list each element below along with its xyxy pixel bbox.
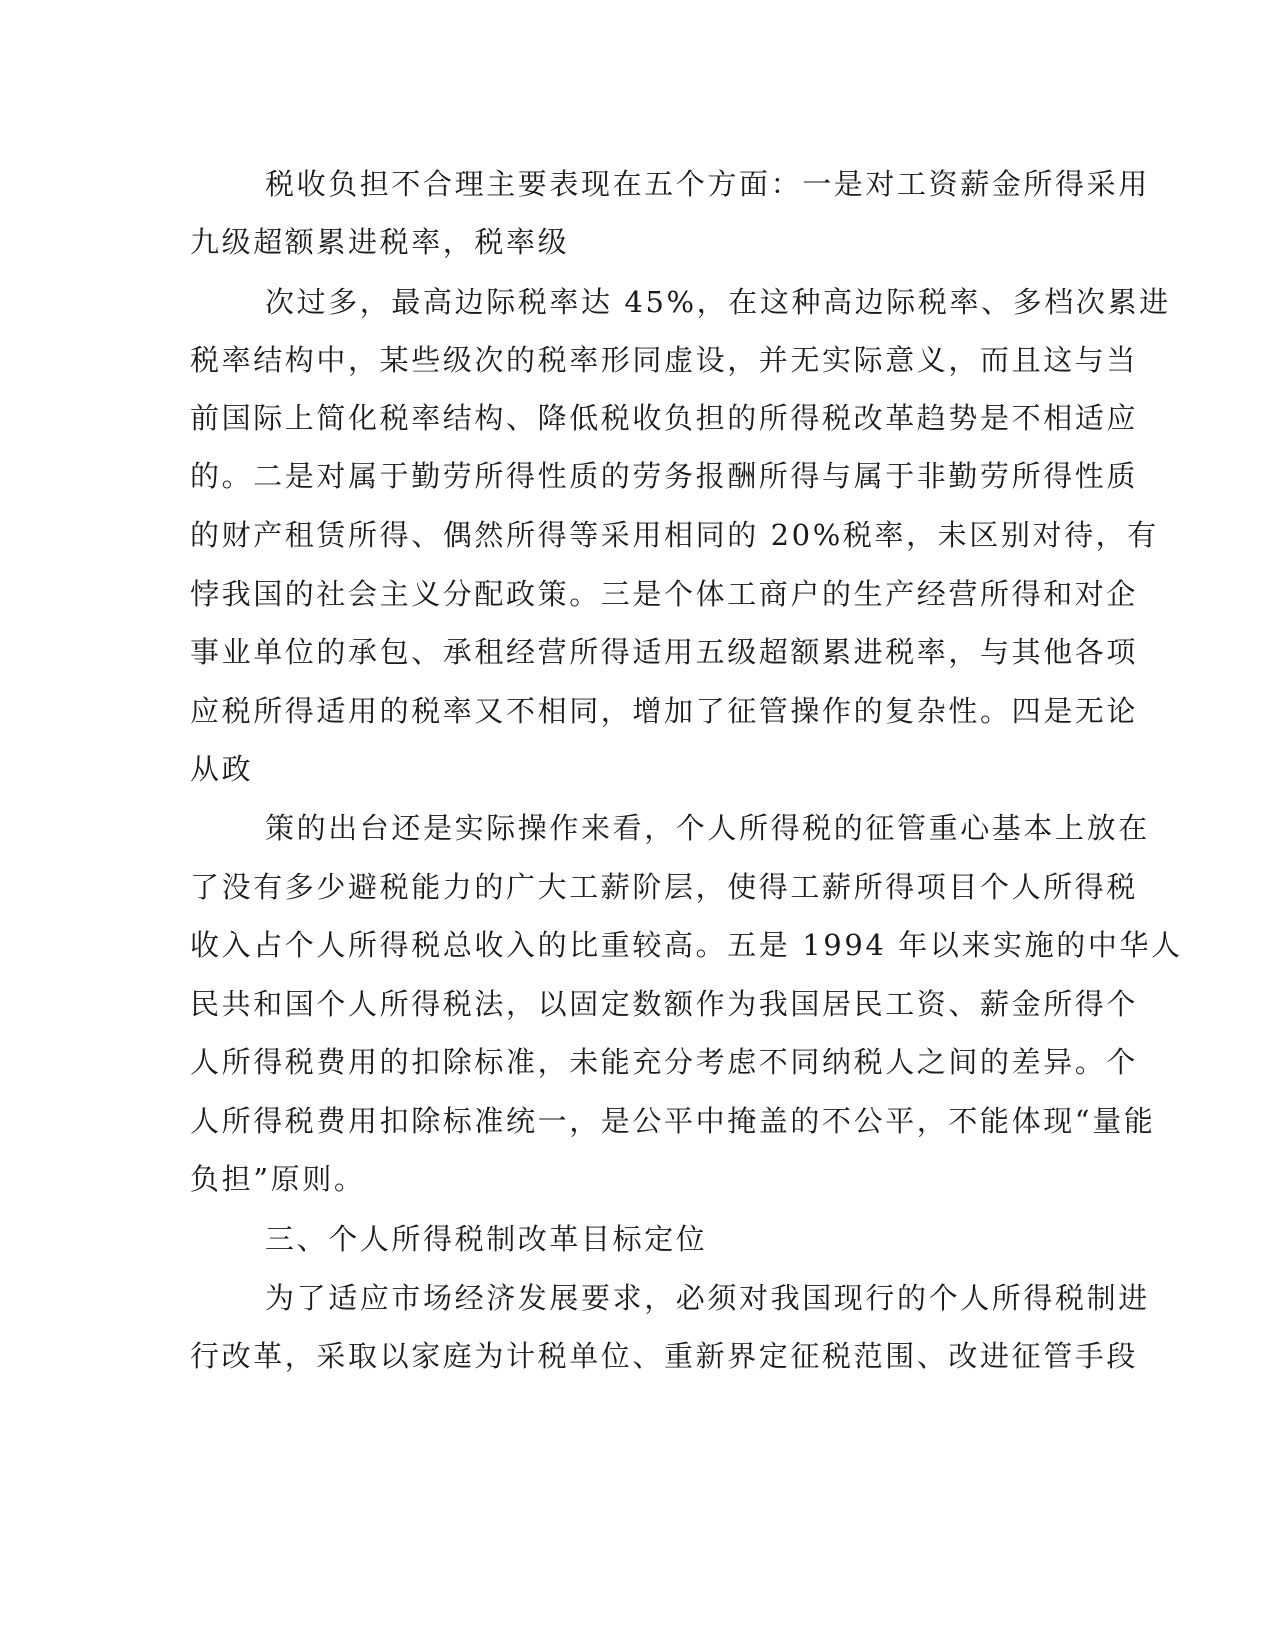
paragraph-2-line-9: 从政 [190, 752, 254, 786]
paragraph-2-line-6: 悖我国的社会主义分配政策。三是个体工商户的生产经营所得和对企 [190, 577, 1139, 611]
paragraph-1-line-1: 税收负担不合理主要表现在五个方面：一是对工资薪金所得采用 [265, 167, 1150, 201]
paragraph-3-line-4: 民共和国个人所得税法，以固定数额作为我国居民工资、薪金所得个 [190, 987, 1139, 1021]
paragraph-2-line-8: 应税所得适用的税率又不相同，增加了征管操作的复杂性。四是无论 [190, 694, 1139, 728]
paragraph-1-line-2: 九级超额累进税率，税率级 [190, 225, 570, 259]
paragraph-3-line-7: 负担”原则。 [190, 1162, 366, 1196]
paragraph-2-line-1: 次过多，最高边际税率达 45%，在这种高边际税率、多档次累进 [265, 285, 1171, 319]
paragraph-2-line-4: 的。二是对属于勤劳所得性质的劳务报酬所得与属于非勤劳所得性质 [190, 459, 1139, 493]
paragraph-3-line-5: 人所得税费用的扣除标准，未能充分考虑不同纳税人之间的差异。个 [190, 1045, 1139, 1079]
paragraph-2-line-2: 税率结构中，某些级次的税率形同虚设，并无实际意义，而且这与当 [190, 343, 1139, 377]
paragraph-3-line-6: 人所得税费用扣除标准统一，是公平中掩盖的不公平，不能体现“量能 [190, 1104, 1156, 1138]
paragraph-2-line-5: 的财产租赁所得、偶然所得等采用相同的 20%税率，未区别对待，有 [190, 518, 1159, 552]
paragraph-4-line-1: 为了适应市场经济发展要求，必须对我国现行的个人所得税制进 [265, 1281, 1150, 1315]
paragraph-2-line-3: 前国际上简化税率结构、降低税收负担的所得税改革趋势是不相适应 [190, 401, 1139, 435]
paragraph-3-line-3: 收入占个人所得税总收入的比重较高。五是 1994 年以来实施的中华人 [190, 928, 1183, 962]
paragraph-2-line-7: 事业单位的承包、承租经营所得适用五级超额累进税率，与其他各项 [190, 635, 1139, 669]
paragraph-3-line-1: 策的出台还是实际操作来看，个人所得税的征管重心基本上放在 [265, 811, 1150, 845]
paragraph-4-line-2: 行改革，采取以家庭为计税单位、重新界定征税范围、改进征管手段 [190, 1339, 1139, 1373]
paragraph-3-line-2: 了没有多少避税能力的广大工薪阶层，使得工薪所得项目个人所得税 [190, 870, 1139, 904]
section-heading: 三、个人所得税制改革目标定位 [265, 1222, 708, 1256]
